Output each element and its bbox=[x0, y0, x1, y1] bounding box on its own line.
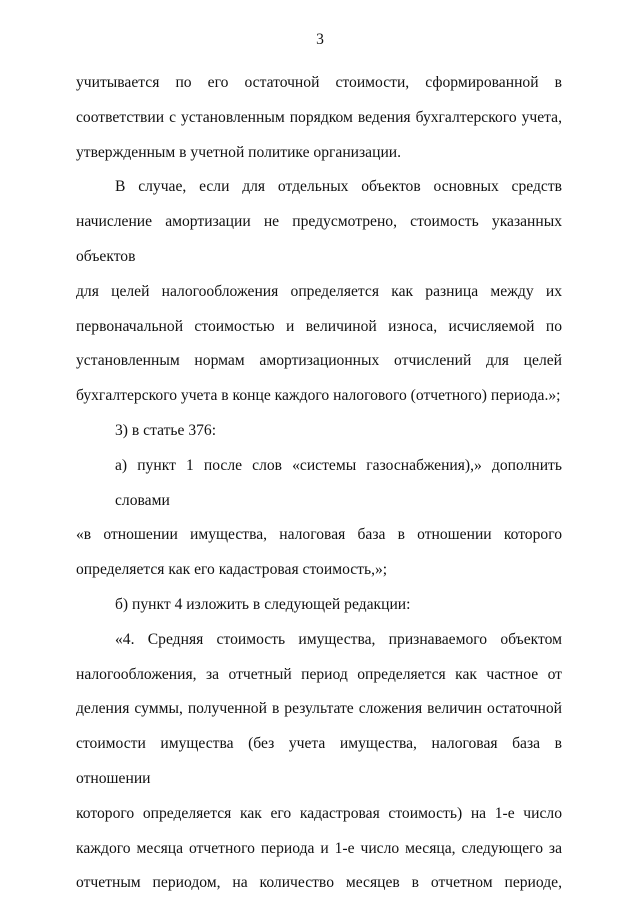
paragraph-continuation bbox=[76, 66, 562, 170]
text-line: определяется как его кадастровая стоимость,»; bbox=[76, 561, 388, 579]
text-line: б) пункт 4 изложить в следующей редакции: bbox=[115, 595, 411, 613]
text-line: каждого месяца отчетного периода и 1-е число месяца, следующего за bbox=[76, 839, 562, 857]
text-line: а) пункт 1 после слов «системы газоснабжения),» дополнить словами bbox=[115, 456, 562, 509]
text-line: В случае, если для отдельных объектов основных средств bbox=[115, 178, 562, 196]
text-line: которого определяется как его кадастровая стоимость) на 1-е число bbox=[76, 804, 562, 822]
paragraph-item-b bbox=[76, 588, 562, 623]
text-line: начисление амортизации не предусмотрено, стоимость указанных объектов bbox=[76, 213, 562, 265]
text-line: соответствии с установленным порядком ведения бухгалтерского учета, bbox=[76, 108, 562, 126]
text-line: отчетным периодом, на количество месяцев в отчетном периоде, bbox=[76, 874, 562, 892]
paragraph-item-a bbox=[76, 449, 562, 588]
paragraph-clause-4 bbox=[76, 623, 562, 901]
text-line: установленным нормам амортизационных отчислений для целей bbox=[76, 352, 562, 370]
text-line: «в отношении имущества, налоговая база в отношении которого bbox=[76, 526, 562, 544]
text-line: стоимости имущества (без учета имущества, налоговая база в отношении bbox=[76, 735, 562, 787]
text-line: 3) в статье 376: bbox=[115, 421, 217, 439]
paragraph-depreciation bbox=[76, 170, 562, 414]
paragraph-article-376 bbox=[76, 414, 562, 449]
page-number: 3 bbox=[316, 31, 324, 48]
text-line: первоначальной стоимостью и величиной износа, исчисляемой по bbox=[76, 317, 562, 335]
document-body bbox=[76, 66, 562, 901]
text-line: для целей налогообложения определяется как разница между их bbox=[76, 282, 562, 300]
text-line: деления суммы, полученной в результате сложения величин остаточной bbox=[76, 700, 562, 718]
text-line: бухгалтерского учета в конце каждого налогового (отчетного) периода.»; bbox=[76, 387, 561, 405]
text-line: учитывается по его остаточной стоимости, сформированной в bbox=[76, 74, 562, 91]
text-line: налогообложения, за отчетный период определяется как частное от bbox=[76, 665, 562, 683]
text-line: «4. Средняя стоимость имущества, признаваемого объектом bbox=[115, 630, 562, 648]
text-line: утвержденным в учетной политике организации. bbox=[76, 143, 402, 161]
